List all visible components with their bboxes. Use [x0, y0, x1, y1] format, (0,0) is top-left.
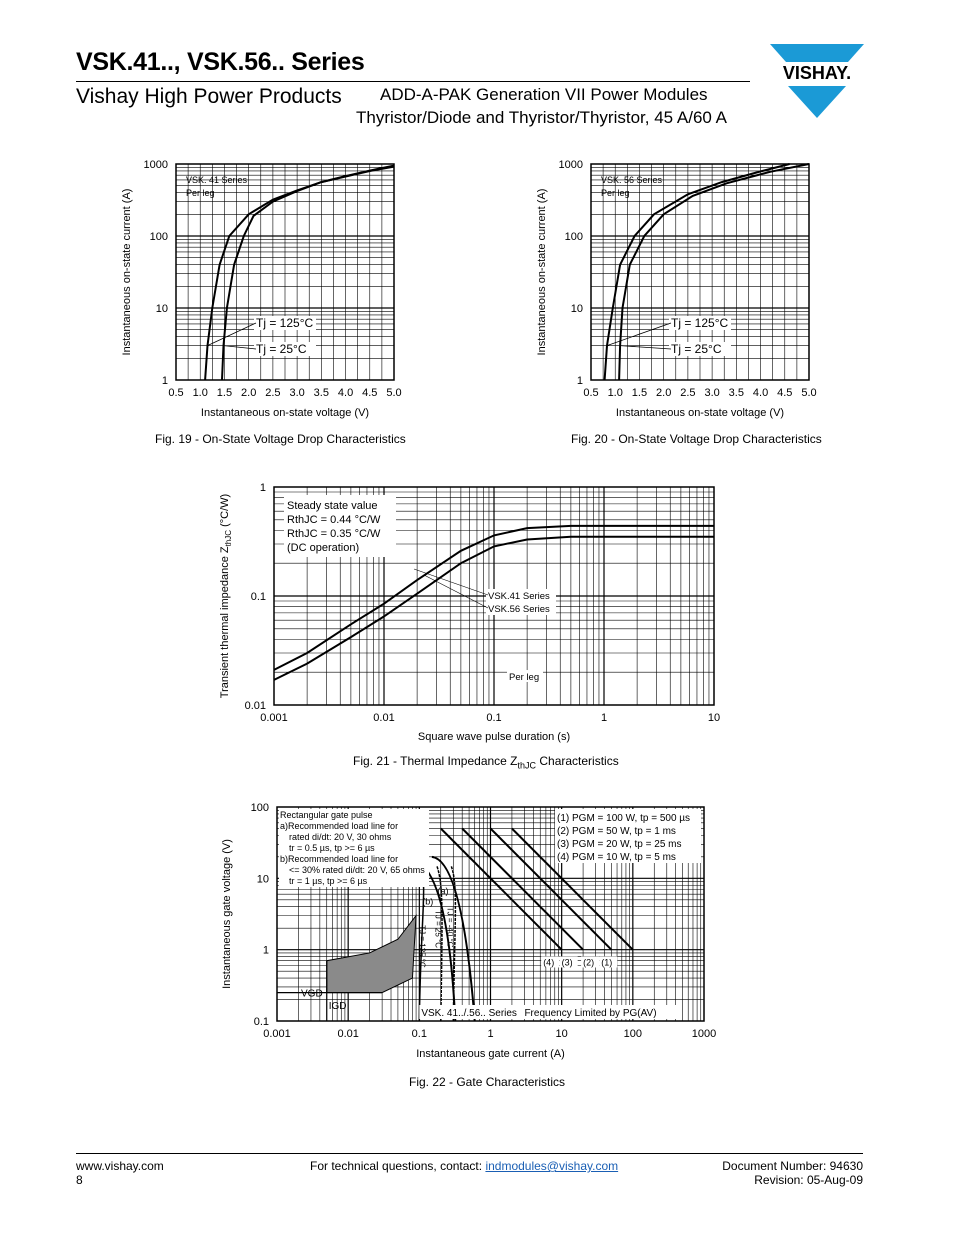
legend-entry: (1) PGM = 100 W, tp = 500 µs — [557, 813, 691, 824]
series-leader-line — [223, 346, 256, 349]
y-axis-label: Instantaneous on-state current (A) — [121, 188, 133, 356]
x-tick-label: 10 — [555, 1028, 568, 1040]
annotation-series: VSK. 56 Series — [601, 175, 663, 185]
logo-text: VISHAY. — [782, 63, 852, 83]
y-axis-label: Instantaneous gate voltage (V) — [221, 839, 233, 989]
x-tick-label: 0.01 — [337, 1028, 359, 1040]
annotation-line: Steady state value — [287, 500, 378, 512]
x-tick-label: 3.0 — [289, 387, 305, 399]
x-tick-label: 2.0 — [656, 387, 672, 399]
x-tick-label: 5.0 — [801, 387, 817, 399]
y-tick-label: 1 — [259, 482, 266, 494]
x-tick-label: 2.5 — [680, 387, 696, 399]
subtitle-line-2: Thyristor/Diode and Thyristor/Thyristor, 45 A/60 A — [356, 108, 728, 127]
y-tick-label: 0.1 — [253, 1016, 269, 1028]
footer-revision: Revision: 05-Aug-09 — [754, 1173, 863, 1187]
subtitle-line-1: ADD-A-PAK Generation VII Power Modules — [380, 85, 708, 104]
x-tick-label: 0.1 — [486, 712, 502, 724]
fig22-caption: Fig. 22 - Gate Characteristics — [409, 1075, 566, 1089]
x-tick-label: 0.5 — [583, 387, 599, 399]
series-label: VSK.56 Series — [488, 604, 550, 615]
y-axis-label — [219, 494, 233, 698]
fig21-caption-sub: thJC — [517, 760, 537, 771]
y-tick-label: 1 — [161, 375, 168, 387]
series-label: VSK.41 Series — [488, 591, 550, 602]
fig19-chart — [110, 150, 430, 430]
annotation-line: (DC operation) — [287, 542, 360, 554]
document-title: VSK.41.., VSK.56.. Series — [76, 48, 365, 76]
y-tick-label: 1 — [576, 375, 583, 387]
x-tick-label: 4.5 — [362, 387, 378, 399]
x-tick-label: 1.5 — [216, 387, 233, 399]
x-tick-label: 100 — [623, 1028, 643, 1040]
annotation-per-leg: Per leg — [509, 672, 540, 683]
y-tick-label: 10 — [155, 303, 168, 315]
y-axis-label-main: Transient thermal impedance Z — [219, 546, 231, 699]
x-axis-label: Instantaneous on-state voltage (V) — [615, 407, 785, 419]
series-label: Tj = 25°C — [671, 342, 722, 356]
x-tick-label: 1 — [600, 712, 608, 724]
fig21-caption — [353, 754, 619, 770]
fig21-caption-prefix: Fig. 21 - Thermal Impedance Z — [353, 754, 518, 768]
y-tick-label: 10 — [256, 873, 269, 886]
annotation-line: RthJC = 0.35 °C/W — [287, 528, 381, 540]
note-line: b)Recommended load line for — [280, 854, 399, 864]
fig21-chart — [210, 475, 740, 750]
series-label: Tj = 125°C — [671, 316, 729, 330]
y-tick-label: 1000 — [558, 159, 583, 171]
power-curve-label: (1) — [601, 957, 613, 968]
footer-contact-prefix: For technical questions, contact: — [310, 1159, 486, 1173]
y-tick-label: 100 — [564, 231, 583, 243]
legend-entry: (4) PGM = 10 W, tp = 5 ms — [557, 852, 676, 863]
x-tick-label: 3.0 — [704, 387, 720, 399]
gate-trigger-area — [327, 916, 416, 993]
note-line: a)Recommended load line for — [280, 821, 399, 831]
fig22-chart — [215, 795, 735, 1070]
y-tick-label: 0.01 — [244, 700, 266, 712]
fig20-caption: Fig. 20 - On-State Voltage Drop Characteristics — [571, 432, 822, 446]
power-curve-label: (4) — [543, 957, 555, 968]
x-tick-label: 4.0 — [337, 387, 354, 399]
x-axis-label: Square wave pulse duration (s) — [417, 731, 571, 743]
legend-entry: (3) PGM = 20 W, tp = 25 ms — [557, 839, 682, 850]
x-axis-label: Instantaneous gate current (A) — [416, 1048, 565, 1060]
footer-page-number: 8 — [76, 1173, 83, 1187]
x-tick-label: 1.5 — [631, 387, 648, 399]
annotation-per-leg: Per leg — [601, 188, 630, 198]
load-line-label: (a) — [437, 886, 449, 897]
x-tick-label: 0.001 — [260, 712, 288, 724]
fig21-caption-suffix: Characteristics — [536, 754, 619, 768]
y-axis-label: Instantaneous on-state current (A) — [536, 188, 548, 356]
logo-triangle-top — [770, 44, 864, 62]
x-axis-label: Instantaneous on-state voltage (V) — [200, 407, 370, 419]
frequency-limit-label: Frequency Limited by PG(AV) — [524, 1008, 657, 1019]
power-curve-label: (3) — [561, 957, 573, 968]
series-footer-label: VSK. 41../.56.. Series — [421, 1008, 517, 1019]
power-curve-label: (2) — [583, 957, 595, 968]
x-tick-label: 0.01 — [373, 712, 395, 724]
note-line: tr = 1 µs, tp >= 6 µs — [289, 876, 368, 886]
temperature-label: TJ = 25 °C — [433, 909, 443, 949]
note-line: tr = 0.5 µs, tp >= 6 µs — [289, 843, 375, 853]
series-label: Tj = 125°C — [256, 316, 314, 330]
y-axis-label-sub: thJC — [224, 529, 233, 547]
x-tick-label: 4.0 — [752, 387, 769, 399]
x-tick-label: 0.001 — [263, 1028, 291, 1040]
load-line-label: (b) — [422, 896, 434, 907]
footer-email-link[interactable]: indmodules@vishay.com — [485, 1159, 619, 1173]
x-tick-label: 1 — [487, 1028, 494, 1040]
y-tick-label: 1000 — [143, 159, 168, 171]
x-tick-label: 2.0 — [241, 387, 257, 399]
x-tick-label: 4.5 — [777, 387, 793, 399]
y-tick-label: 100 — [250, 802, 269, 814]
vgd-label: VGD — [301, 988, 323, 1000]
footer-website[interactable]: www.vishay.com — [76, 1159, 164, 1173]
x-tick-label: 10 — [707, 712, 721, 724]
series-leader-line — [620, 346, 671, 349]
series-label: Tj = 25°C — [256, 342, 307, 356]
logo-triangle-bottom — [788, 86, 846, 118]
fig19-caption: Fig. 19 - On-State Voltage Drop Characteristics — [155, 432, 406, 446]
footer-document-number: Document Number: 94630 — [722, 1159, 863, 1173]
annotation-series: VSK. 41 Series — [186, 175, 248, 185]
temperature-label: TJ = -40 °C — [445, 906, 455, 948]
temperature-label: TJ = 125 °C — [417, 925, 427, 968]
series-leader-line — [607, 323, 671, 346]
x-tick-label: 0.1 — [411, 1028, 427, 1040]
annotation-line: RthJC = 0.44 °C/W — [287, 514, 381, 526]
y-axis-label-unit: (°C/W) — [219, 493, 231, 530]
x-tick-label: 1000 — [691, 1028, 717, 1040]
footer-rule — [76, 1153, 863, 1154]
x-tick-label: 3.5 — [728, 387, 744, 399]
footer-contact — [310, 1159, 618, 1173]
y-tick-label: 0.1 — [250, 591, 266, 603]
note-line: Rectangular gate pulse — [280, 810, 373, 820]
x-tick-label: 3.5 — [313, 387, 329, 399]
vishay-logo — [770, 44, 864, 120]
igd-label: IGD — [328, 1001, 347, 1012]
y-tick-label: 10 — [570, 303, 583, 315]
note-line: <= 30% rated di/dt: 20 V, 65 ohms — [289, 865, 425, 875]
note-line: rated di/dt: 20 V, 30 ohms — [289, 832, 392, 842]
x-tick-label: 0.5 — [168, 387, 184, 399]
x-tick-label: 5.0 — [386, 387, 402, 399]
x-tick-label: 2.5 — [265, 387, 281, 399]
x-tick-label: 1.0 — [192, 387, 208, 399]
y-tick-label: 100 — [149, 231, 168, 243]
fig20-chart — [525, 150, 845, 430]
brand-line: Vishay High Power Products — [76, 85, 342, 108]
y-tick-label: 1 — [262, 944, 269, 957]
legend-entry: (2) PGM = 50 W, tp = 1 ms — [557, 826, 676, 837]
title-rule — [76, 81, 750, 82]
annotation-per-leg: Per leg — [186, 188, 215, 198]
x-tick-label: 1.0 — [607, 387, 623, 399]
